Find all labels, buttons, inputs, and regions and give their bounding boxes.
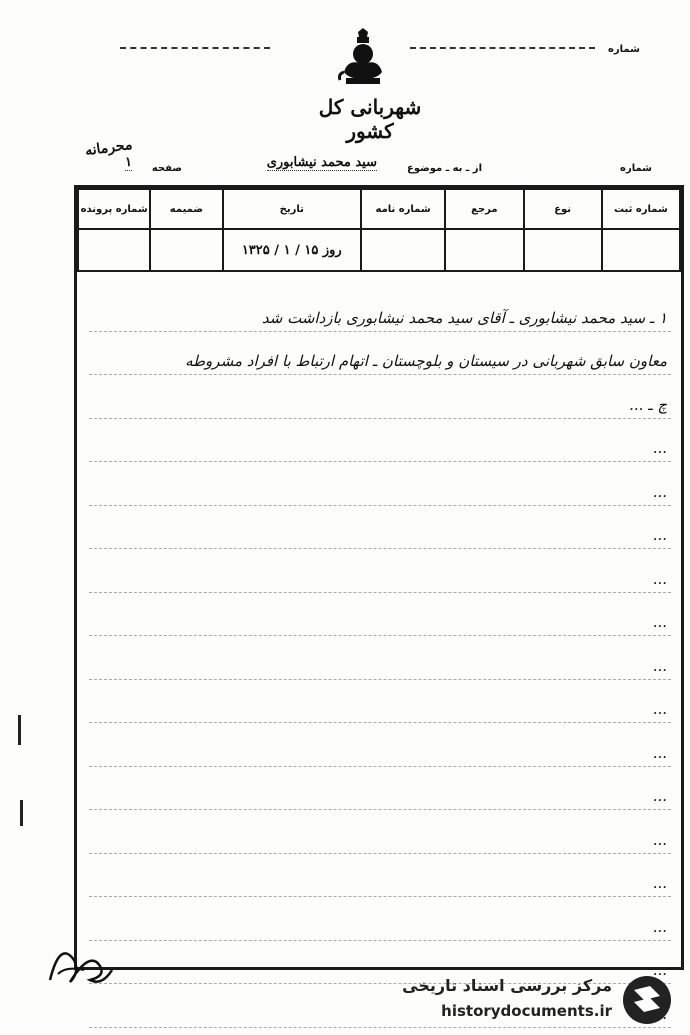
body-line-text: چ ـ ... [629, 395, 667, 414]
handwritten-corner-note: محرمانه [84, 136, 134, 160]
top-dash-line [120, 47, 270, 49]
value-cell [78, 229, 150, 271]
header-cell: شماره پرونده [78, 189, 150, 229]
body-line-text: ... [652, 526, 667, 544]
value-cell [445, 229, 523, 271]
body-line-text: ... [652, 700, 667, 718]
header-cell: شماره ثبت [602, 189, 680, 229]
value-cell [602, 229, 680, 271]
value-row [78, 229, 680, 271]
archive-logo-icon [620, 974, 674, 1026]
subject-label: از ـ به ـ موضوع [407, 163, 482, 174]
body-line [89, 810, 671, 854]
body-line [89, 462, 671, 506]
body-line-text: ... [652, 917, 667, 936]
value-cell-date: روز ۱۵ / ۱ / ۱۳۲۵ [223, 229, 361, 271]
header-table [77, 188, 681, 272]
page-edge-mark [18, 715, 21, 745]
handwritten-signature-icon [40, 930, 120, 990]
body-line [89, 549, 671, 593]
page-value: ۱ [125, 155, 132, 170]
header-cell: ضمیمه [150, 189, 222, 229]
body-line-text: ... [652, 439, 667, 457]
lion-and-sun-emblem-icon [336, 28, 390, 88]
watermark-title: مرکز بررسی اسناد تاریخی [402, 976, 612, 995]
body-line [89, 375, 671, 419]
watermark-url: historydocuments.ir [441, 1002, 612, 1020]
body-line [89, 897, 671, 941]
value-cell [150, 229, 222, 271]
value-cell [524, 229, 602, 271]
letter-frame [74, 185, 684, 979]
body-line [89, 636, 671, 680]
body-line [89, 723, 671, 767]
body-line [89, 419, 671, 463]
body-line-text: ... [652, 569, 667, 588]
body-line [89, 593, 671, 637]
header-cell: تاریخ [223, 189, 361, 229]
top-dash-line [410, 47, 595, 49]
body-line [89, 288, 671, 332]
body-line [89, 332, 671, 376]
body-line-text: ... [652, 787, 667, 805]
header-cell: شماره نامه [361, 189, 445, 229]
body-line-text: ... [652, 656, 667, 675]
meta-row [80, 155, 652, 181]
body-line-text: ... [652, 830, 667, 849]
body-line [89, 680, 671, 724]
body-line-text: ... [652, 961, 667, 979]
body-line [89, 506, 671, 550]
header-cell: مرجع [445, 189, 523, 229]
body-line-text: ... [652, 743, 667, 762]
top-left-label: شماره [608, 44, 640, 55]
body-line-text: ... [652, 482, 667, 501]
body-line-text: ... [652, 613, 667, 631]
value-cell [361, 229, 445, 271]
page-edge-mark [20, 800, 23, 826]
archive-watermark [402, 972, 682, 1028]
body-line-text: ۱ ـ سید محمد نیشابوری ـ آقای سید محمد نیشابوری بازداشت شد [261, 308, 667, 327]
header-row [78, 189, 680, 229]
organization-title: شهربانی کل کشور [318, 95, 422, 143]
body-line [89, 767, 671, 811]
header-cell: نوع [524, 189, 602, 229]
number-label: شماره [620, 163, 652, 174]
subject-value: سید محمد نیشابوری [266, 155, 377, 170]
handwritten-body [89, 288, 671, 1028]
body-line [89, 854, 671, 898]
body-line-text: ... [652, 874, 667, 892]
page-label: صفحه [151, 163, 182, 174]
body-line-text: معاون سابق شهربانی در سیستان و بلوچستان ـ اتهام ارتباط با افراد مشروطه [185, 352, 667, 370]
